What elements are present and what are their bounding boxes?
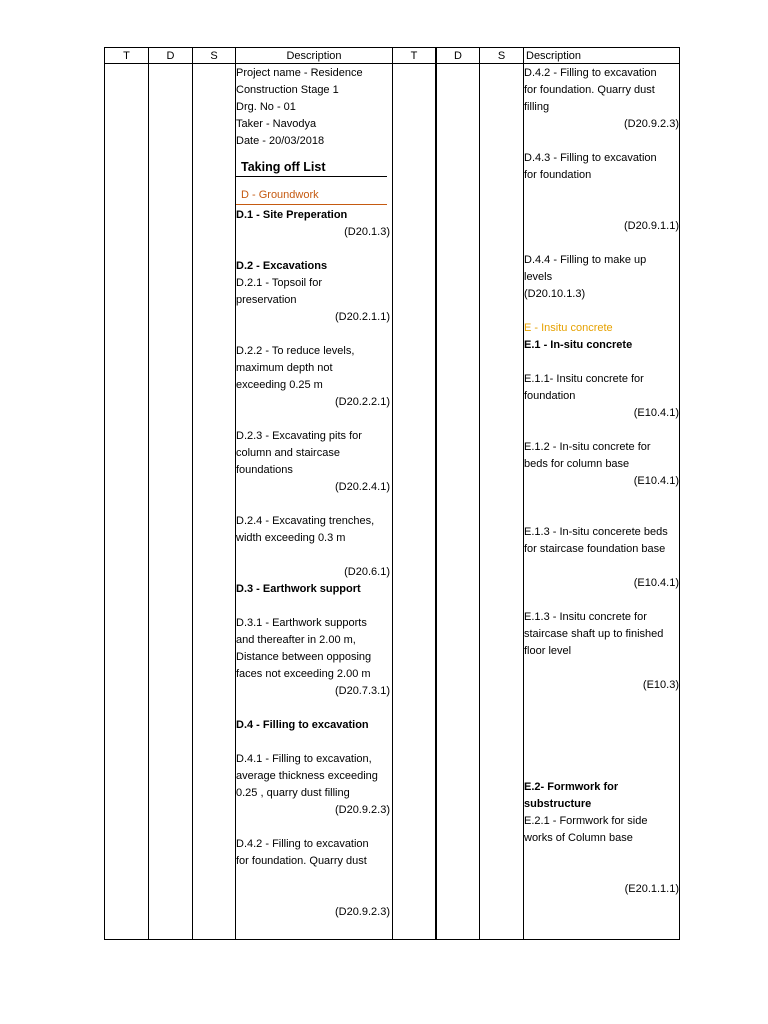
project-name: Project name - Residence [236, 67, 363, 79]
item-text: E.2.1 - Formwork for side [524, 815, 648, 827]
item-text: D.2.2 - To reduce levels, [236, 345, 355, 357]
item-reference: (D20.9.2.3) [334, 804, 390, 816]
item-reference: (D20.2.2.1) [334, 396, 390, 408]
item-reference: (D20.9.2.3) [334, 906, 390, 918]
section-groundwork: D - Groundwork [236, 187, 387, 205]
item-text: foundation [524, 390, 576, 402]
header-s: S [210, 50, 218, 62]
item-text: faces not exceeding 2.00 m [236, 668, 371, 680]
left-description-column [236, 65, 391, 921]
item-reference: (D20.2.1.1) [334, 311, 390, 323]
item-reference: (E10.3) [642, 679, 679, 691]
item-text: D.4.4 - Filling to make up [524, 254, 647, 266]
item-text: exceeding 0.25 m [236, 379, 323, 391]
section-insitu-concrete: E - Insitu concrete [524, 322, 613, 334]
item-text: for foundation. Quarry dust [524, 84, 655, 96]
item-text: filling [524, 101, 550, 113]
item-heading: D.3 - Earthwork support [236, 583, 361, 595]
item-reference: (E10.4.1) [633, 407, 679, 419]
item-heading: D.2 - Excavations [236, 260, 328, 272]
taking-off-list-title: Taking off List [236, 158, 387, 177]
item-reference: (E20.1.1.1) [624, 883, 679, 895]
column-divider [392, 48, 393, 939]
item-text: 0.25 , quarry dust filling [236, 787, 350, 799]
item-reference: (E10.4.1) [633, 577, 679, 589]
column-divider [148, 48, 149, 939]
column-divider [192, 48, 193, 939]
item-text: average thickness exceeding [236, 770, 378, 782]
item-text: preservation [236, 294, 297, 306]
item-reference: (D20.6.1) [344, 566, 390, 578]
item-reference: (D20.7.3.1) [334, 685, 390, 697]
item-text: for foundation. Quarry dust [236, 855, 367, 867]
item-heading: D.1 - Site Preperation [236, 209, 348, 221]
item-text: D.4.3 - Filling to excavation [524, 152, 657, 164]
item-text: D.4.1 - Filling to excavation, [236, 753, 372, 765]
item-text: E.1.3 - In-situ concerete beds [524, 526, 668, 538]
item-reference: (E10.4.1) [633, 475, 679, 487]
item-text: D.4.2 - Filling to excavation [524, 67, 657, 79]
column-divider [435, 48, 437, 939]
header-d: D [454, 50, 462, 62]
sheet-date: Date - 20/03/2018 [236, 135, 325, 147]
item-text: D.2.3 - Excavating pits for [236, 430, 362, 442]
item-heading: E.2- Formwork for [524, 781, 619, 793]
item-text: levels [524, 271, 553, 283]
drawing-number: Drg. No - 01 [236, 101, 296, 113]
item-text: floor level [524, 645, 572, 657]
item-text: E.1.1- Insitu concrete for [524, 373, 644, 385]
header-description: Description [286, 50, 342, 62]
item-text: column and staircase [236, 447, 340, 459]
item-reference: (D20.9.1.1) [623, 220, 679, 232]
item-text: maximum depth not [236, 362, 333, 374]
column-divider [479, 48, 480, 939]
takeoff-sheet [104, 47, 680, 940]
header-t: T [123, 50, 130, 62]
item-text: E.1.3 - Insitu concrete for [524, 611, 647, 623]
item-text: D.2.1 - Topsoil for [236, 277, 323, 289]
item-text: D.4.2 - Filling to excavation [236, 838, 369, 850]
header-description: Description [526, 50, 582, 62]
right-description-column [524, 65, 680, 898]
item-text: foundations [236, 464, 293, 476]
item-heading: D.4 - Filling to excavation [236, 719, 369, 731]
item-text: E.1.2 - In-situ concrete for [524, 441, 651, 453]
item-text: width exceeding 0.3 m [236, 532, 346, 544]
item-text: D.2.4 - Excavating trenches, [236, 515, 375, 527]
item-heading: substructure [524, 798, 592, 810]
item-reference: (D20.9.2.3) [623, 118, 679, 130]
item-reference: (D20.2.4.1) [334, 481, 390, 493]
item-text: beds for column base [524, 458, 630, 470]
item-text: works of Column base [524, 832, 633, 844]
item-text: for foundation [524, 169, 592, 181]
item-text: for staircase foundation base [524, 543, 666, 555]
item-reference: (D20.1.3) [344, 226, 390, 238]
item-text: Distance between opposing [236, 651, 372, 663]
taker-name: Taker - Navodya [236, 118, 317, 130]
header-s: S [497, 50, 506, 62]
header-t: T [410, 50, 418, 62]
item-text: and thereafter in 2.00 m, [236, 634, 356, 646]
item-text: staircase shaft up to finished [524, 628, 664, 640]
construction-stage: Construction Stage 1 [236, 84, 339, 96]
item-heading: E.1 - In-situ concrete [524, 339, 633, 351]
header-d: D [166, 50, 175, 62]
item-text: D.3.1 - Earthwork supports [236, 617, 367, 629]
item-reference: (D20.10.1.3) [524, 288, 586, 300]
